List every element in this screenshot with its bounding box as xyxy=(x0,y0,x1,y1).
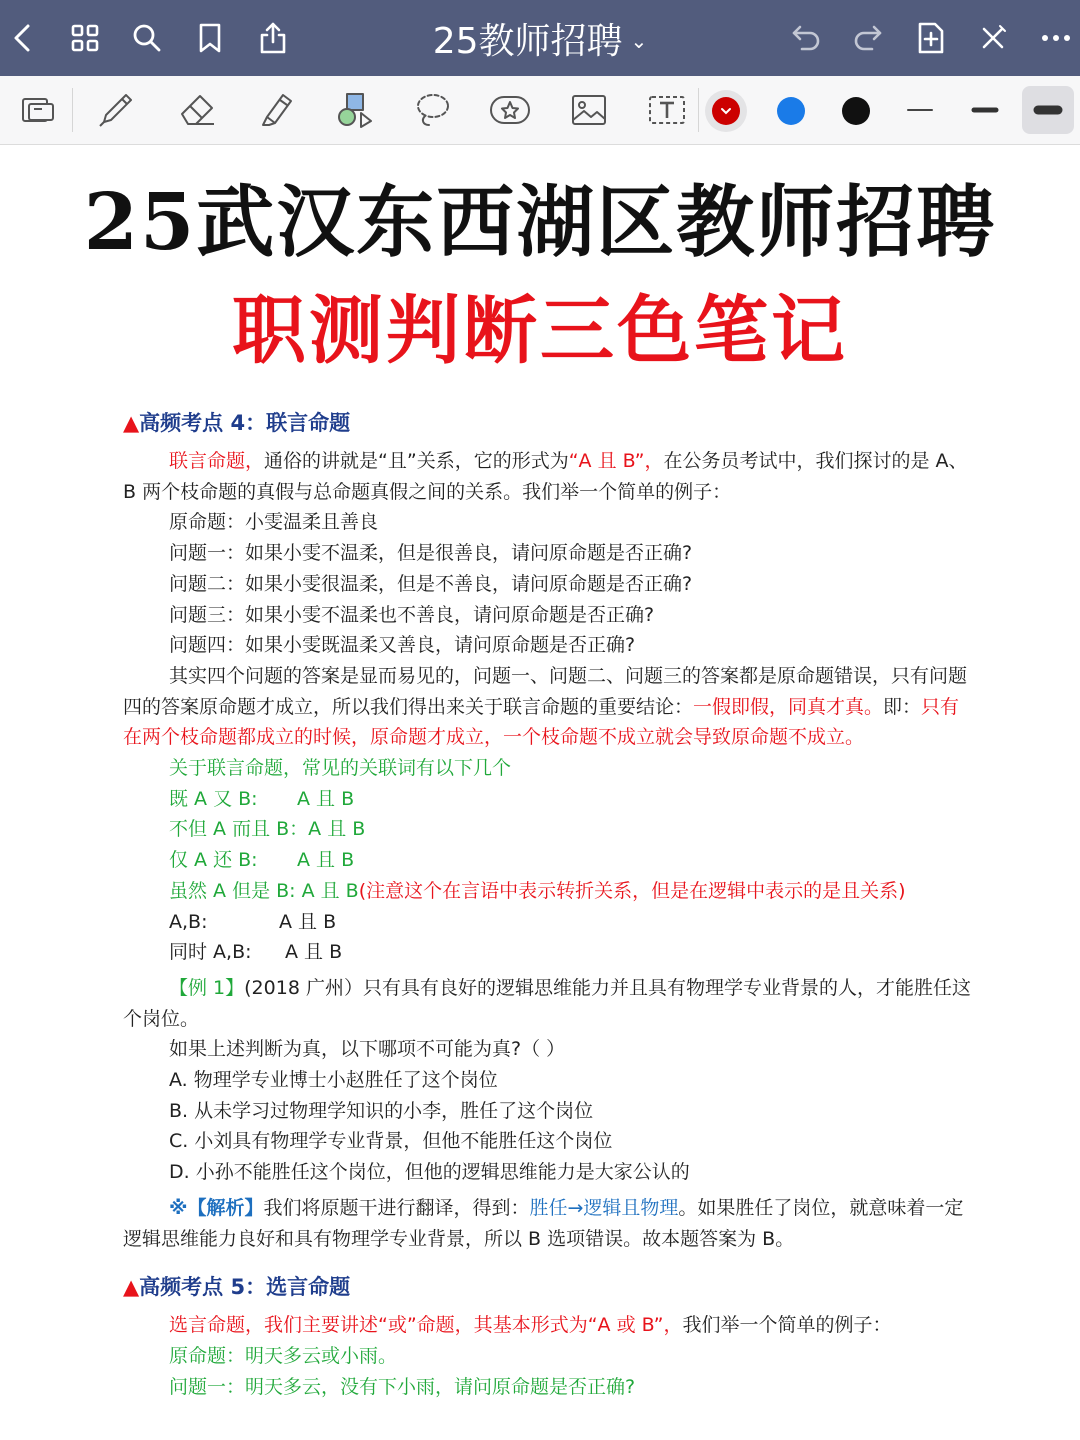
line-thick-icon[interactable] xyxy=(1025,88,1071,132)
text: 通俗的讲就是“且”关系，它的形式为 xyxy=(264,450,569,472)
term: 联言命题， xyxy=(169,450,265,472)
option-d: D. 小孙不能胜任这个岗位，但他的逻辑思维能力是大家公认的 xyxy=(169,1161,690,1184)
list-item xyxy=(123,784,973,815)
list-item: 问题一：如果小雯不温柔，但是很善良，请问原命题是否正确? xyxy=(169,542,693,565)
more-icon[interactable] xyxy=(1036,18,1076,58)
image-icon[interactable] xyxy=(566,88,612,132)
list-item: 问题三：如果小雯不温柔也不善良，请问原命题是否正确? xyxy=(169,603,655,626)
list-item xyxy=(123,845,973,876)
highlighter-icon[interactable] xyxy=(253,88,299,132)
drawing-toolbar xyxy=(0,76,1080,145)
pen-icon[interactable] xyxy=(93,88,139,132)
text: 我们将原题干进行翻译，得到： xyxy=(263,1196,530,1219)
triangle-marker: ▲ xyxy=(123,1275,140,1300)
list-item: 原命题：明天多云或小雨。 xyxy=(169,1344,398,1367)
keyword: 既 A 又 B: xyxy=(169,787,258,810)
keyword: A,B: xyxy=(169,910,208,933)
keyword-form: A 且 B xyxy=(297,849,355,872)
keyword: 虽然 A 但是 B: A 且 B xyxy=(169,879,359,902)
eraser-icon[interactable] xyxy=(173,88,219,132)
list-item xyxy=(123,937,973,968)
text-box-icon[interactable] xyxy=(644,88,690,132)
paragraph xyxy=(123,1310,973,1341)
chevron-down-icon: ⌄ xyxy=(630,29,648,53)
example xyxy=(123,973,973,1034)
text: 。如果胜任了岗位，就意味着一定逻辑思维能力良好和具有物理学专业背景，所以 B 选项错误。故本题答案为 B。 xyxy=(123,1196,964,1250)
section-heading-4 xyxy=(123,404,973,442)
toolbar-divider xyxy=(72,88,73,132)
term: 选言命题，我们主要讲述“或”命题，其基本形式为 xyxy=(169,1314,588,1337)
option-a: A. 物理学专业博士小赵胜任了这个岗位 xyxy=(169,1069,498,1092)
add-page-icon[interactable] xyxy=(911,18,951,58)
analysis-tag: ※【解析】 xyxy=(169,1196,264,1219)
text: 在公务员考试中，我们探讨的是 A、B 两个枝命题的真假与总命题真假之间的关系。我们举一个简单的例子： xyxy=(123,450,968,503)
formula: “A 或 B”， xyxy=(587,1314,683,1337)
spacer xyxy=(123,1254,973,1268)
triangle-marker: ▲ xyxy=(123,411,140,435)
conclusion: 一假即假，同真才真。 xyxy=(693,695,884,718)
redo-icon[interactable] xyxy=(848,18,888,58)
color-swatch-blue[interactable] xyxy=(777,97,805,125)
list-item: 问题四：如果小雯既温柔又善良，请问原命题是否正确? xyxy=(169,634,636,657)
color-swatch-red[interactable] xyxy=(712,97,740,125)
page-title: 25武汉东西湖区教师招聘 xyxy=(83,177,997,268)
list-item: 问题二：如果小雯很温柔，但是不善良，请问原命题是否正确? xyxy=(169,572,693,595)
page-view-icon[interactable] xyxy=(15,88,61,132)
text: 即： xyxy=(883,695,922,718)
list-item xyxy=(123,907,973,938)
app-title: 25教师招聘 xyxy=(432,20,623,62)
top-nav-bar xyxy=(0,0,1080,76)
close-icon[interactable] xyxy=(973,18,1013,58)
list-item: 问题一：明天多云，没有下小雨，请问原命题是否正确? xyxy=(169,1375,636,1398)
section-heading-text: 高频考点 4：联言命题 xyxy=(139,411,351,435)
lasso-icon[interactable] xyxy=(409,88,455,132)
page-subtitle: 职测判断三色笔记 xyxy=(232,288,848,374)
question: 如果上述判断为真，以下哪项不可能为真?（ ） xyxy=(169,1038,566,1061)
conclusion: 只有在两个枝命题都成立的时候，原命题才成立，一个枝命题不成立就会导致原命题不成立。 xyxy=(123,695,960,749)
shapes-icon[interactable] xyxy=(331,88,377,132)
list-item: 原命题：小雯温柔且善良 xyxy=(169,511,379,534)
option-c: C. 小刘具有物理学专业背景，但他不能胜任这个岗位 xyxy=(169,1130,613,1153)
line-thin-icon[interactable] xyxy=(897,88,943,132)
note: (注意这个在言语中表示转折关系，但是在逻辑中表示的是且关系) xyxy=(358,879,906,902)
option-b: B. 从未学习过物理学知识的小李，胜任了这个岗位 xyxy=(169,1099,594,1122)
formula: “A 且 B”， xyxy=(568,450,664,472)
keyword-form: A 且 B xyxy=(279,910,337,933)
color-swatch-black[interactable] xyxy=(842,97,870,125)
analysis xyxy=(123,1193,973,1254)
paragraph xyxy=(123,661,973,753)
sticker-icon[interactable] xyxy=(487,88,533,132)
list-item: 关于联言命题，常见的关联词有以下几个 xyxy=(169,757,512,780)
paragraph xyxy=(123,446,973,507)
keyword-form: A 且 B xyxy=(297,787,355,810)
line-medium-icon[interactable] xyxy=(962,88,1008,132)
example-tag: 【例 1】 xyxy=(169,976,245,999)
toolbar-divider xyxy=(698,88,699,132)
text: 我们举一个简单的例子： xyxy=(682,1314,892,1337)
keyword: 仅 A 还 B: xyxy=(169,849,258,872)
list-item xyxy=(123,876,973,907)
list-item: 不但 A 而且 B：A 且 B xyxy=(169,818,366,841)
formula: 胜任→逻辑且物理 xyxy=(529,1196,679,1219)
section-heading-5 xyxy=(123,1268,973,1306)
keyword: 同时 A,B: xyxy=(169,941,252,964)
note-content xyxy=(123,404,973,1402)
undo-icon[interactable] xyxy=(786,18,826,58)
keyword-form: A 且 B xyxy=(285,941,343,964)
text: 其实四个问题的答案是显而易见的，问题一、问题二、问题三的答案都是原命题错误，只有问题四的答案原命题才成立，所以我们得出来关于联言命题的重要结论： xyxy=(123,664,968,718)
section-heading-text: 高频考点 5：选言命题 xyxy=(139,1275,351,1300)
text: (2018 广州）只有具有良好的逻辑思维能力并且具有物理学专业背景的人，才能胜任这个岗位。 xyxy=(123,976,971,1030)
